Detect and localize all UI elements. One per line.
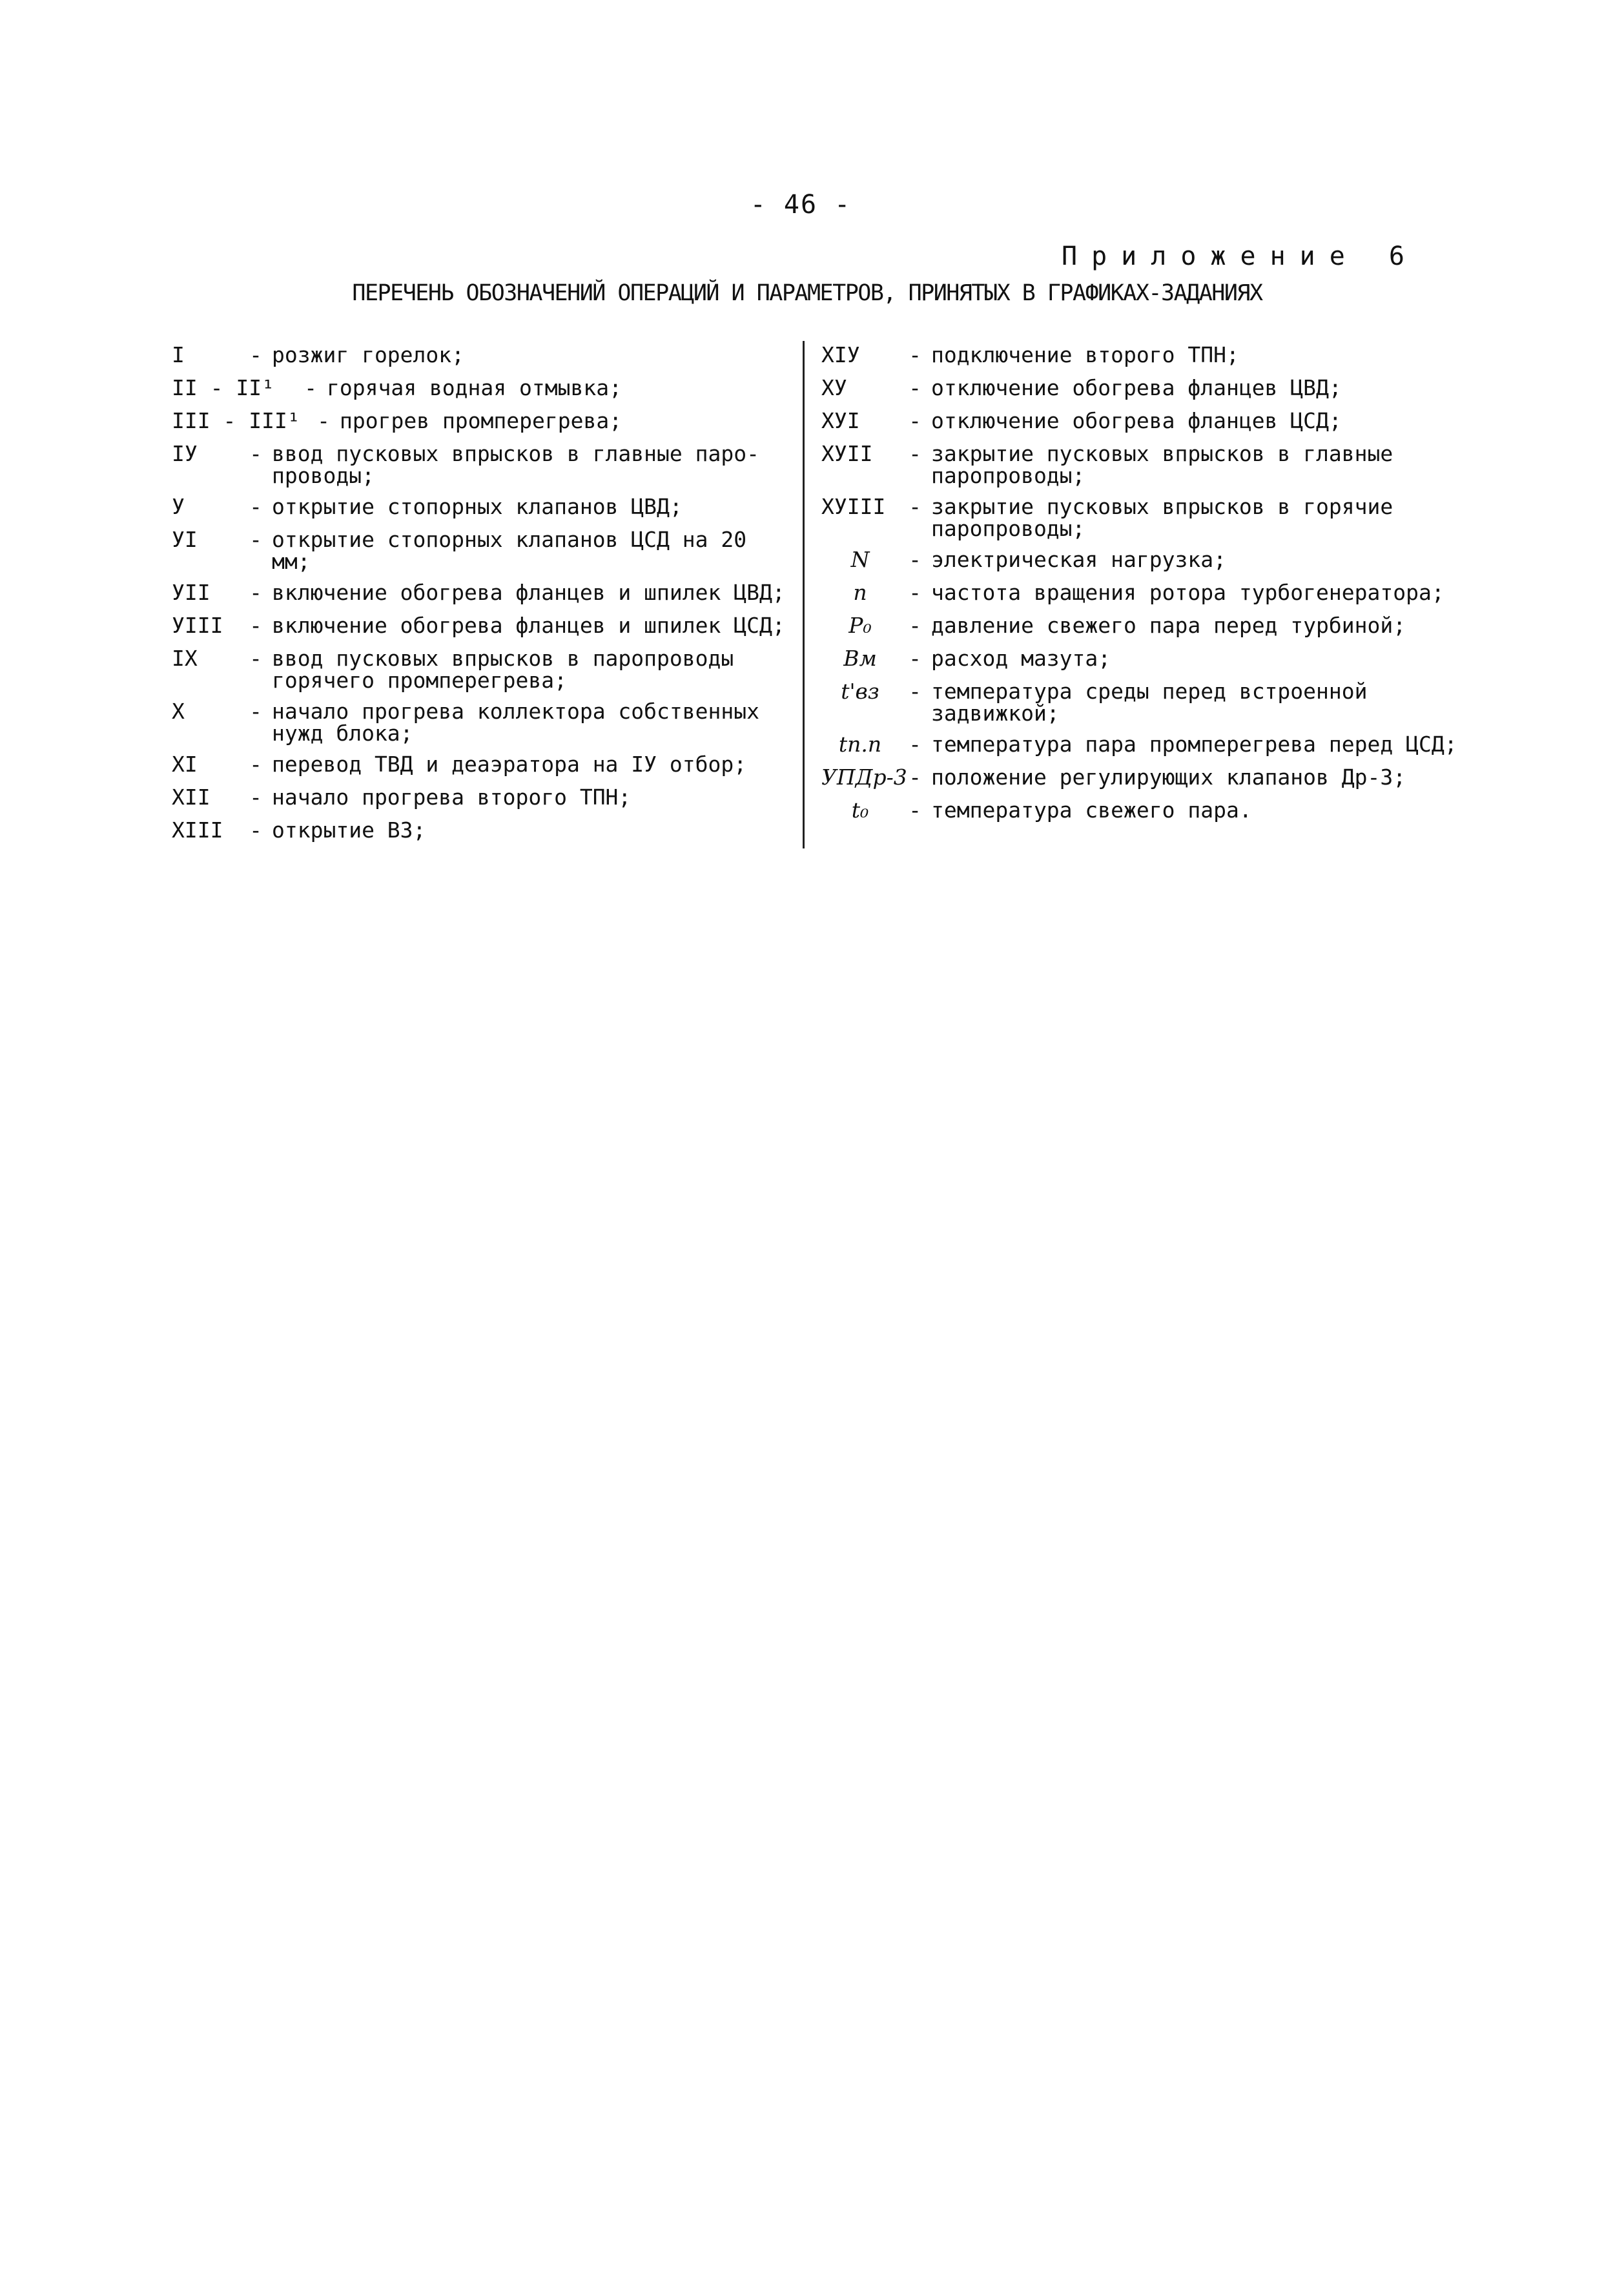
dash: - (249, 646, 262, 671)
parameter-symbol: P₀ (848, 613, 872, 638)
list-item (821, 408, 1474, 434)
parameter-description: температура среды перед встроенной задвижкой; (931, 679, 1368, 726)
page-number: - 46 - (750, 190, 852, 220)
page-title: ПЕРЕЧЕНЬ ОБОЗНАЧЕНИЙ ОПЕРАЦИЙ И ПАРАМЕТРОВ, ПРИНЯТЫХ В ГРАФИКАХ-ЗАДАНИЯХ (352, 280, 1262, 306)
parameter-symbol: Bм (843, 646, 877, 671)
operation-code: IX (172, 646, 198, 671)
list-item (821, 732, 1474, 757)
dash: - (249, 342, 262, 367)
list-item (821, 375, 1474, 401)
parameter-symbol: tп.п (838, 732, 882, 757)
dash: - (909, 547, 921, 572)
dash: - (909, 797, 921, 823)
operation-code: XI (172, 752, 198, 777)
list-item (172, 408, 792, 434)
operation-code: XIII (172, 817, 223, 843)
dash: - (909, 408, 921, 433)
list-item (172, 375, 792, 401)
operation-description: прогрев промперегрева; (340, 408, 622, 433)
dash: - (909, 441, 921, 466)
operation-code: XУ (821, 375, 847, 400)
list-item (821, 494, 1474, 540)
parameter-symbol: N (850, 547, 870, 572)
operation-code: XУII (821, 441, 873, 466)
operation-description: открытие стопорных клапанов ЦСД на 20 мм; (272, 527, 747, 574)
parameter-symbol: t'вз (841, 679, 879, 704)
list-item (821, 580, 1474, 606)
operation-code: III - III¹ (172, 408, 300, 433)
dash: - (909, 613, 921, 638)
list-item (172, 494, 792, 520)
dash: - (249, 752, 262, 777)
operation-description: включение обогрева фланцев и шпилек ЦСД; (272, 613, 785, 638)
parameter-symbol: t₀ (851, 797, 869, 823)
parameter-symbol: n (853, 580, 867, 605)
operation-description: ввод пусковых впрысков в главные паро-проводы; (272, 441, 759, 488)
operation-code: I (172, 342, 185, 367)
list-item (172, 441, 792, 487)
operation-description: открытие стопорных клапанов ЦВД; (272, 494, 683, 519)
operation-description: включение обогрева фланцев и шпилек ЦВД; (272, 580, 785, 605)
operation-description: начало прогрева коллектора собственных нужд блока; (272, 699, 759, 746)
operation-description: закрытие пусковых впрысков в главные паропроводы; (931, 441, 1393, 488)
operation-code: УI (172, 527, 198, 552)
left-column (172, 342, 792, 850)
operation-code: УII (172, 580, 211, 605)
dash: - (249, 817, 262, 843)
operation-code: XУIII (821, 494, 886, 519)
list-item (821, 646, 1474, 672)
list-item (821, 613, 1474, 639)
list-item (821, 441, 1474, 487)
dash: - (909, 580, 921, 605)
parameter-description: положение регулирующих клапанов Др-3; (931, 765, 1406, 790)
operation-description: перевод ТВД и деаэратора на IУ отбор; (272, 752, 747, 777)
operation-description: подключение второго ТПН; (931, 342, 1239, 367)
list-item (172, 613, 792, 639)
parameter-description: электрическая нагрузка; (931, 547, 1226, 572)
list-item (821, 342, 1474, 368)
list-item (172, 646, 792, 692)
operation-description: начало прогрева второго ТПН; (272, 785, 632, 810)
dash: - (909, 765, 921, 790)
list-item (172, 752, 792, 777)
list-item (172, 342, 792, 368)
operation-code: XII (172, 785, 211, 810)
parameter-description: давление свежего пара перед турбиной; (931, 613, 1406, 638)
operation-description: открытие ВЗ; (272, 817, 426, 843)
dash: - (249, 699, 262, 724)
list-item (821, 765, 1474, 790)
dash: - (909, 494, 921, 519)
dash: - (249, 613, 262, 638)
parameter-description: расход мазута; (931, 646, 1111, 671)
dash: - (317, 408, 330, 433)
list-item (821, 547, 1474, 573)
dash: - (909, 375, 921, 400)
operation-code: IУ (172, 441, 198, 466)
operation-description: розжиг горелок; (272, 342, 465, 367)
operation-code: XУI (821, 408, 860, 433)
list-item (172, 785, 792, 810)
dash: - (249, 785, 262, 810)
dash: - (909, 732, 921, 757)
operation-description: закрытие пусковых впрысков в горячие паропроводы; (931, 494, 1393, 541)
dash: - (909, 679, 921, 704)
column-divider (803, 341, 805, 848)
dash: - (304, 375, 317, 400)
operation-code: У (172, 494, 185, 519)
list-item (172, 527, 792, 573)
list-item (821, 679, 1474, 724)
operation-description: отключение обогрева фланцев ЦСД; (931, 408, 1342, 433)
operation-code: XIУ (821, 342, 860, 367)
parameter-description: температура свежего пара. (931, 797, 1252, 823)
operation-description: ввод пусковых впрысков в паропроводы горячего промперегрева; (272, 646, 734, 693)
operation-description: горячая водная отмывка; (327, 375, 622, 400)
dash: - (249, 527, 262, 552)
operation-code: X (172, 699, 185, 724)
appendix-label: Приложение 6 (1062, 241, 1419, 271)
list-item (172, 817, 792, 843)
dash: - (249, 580, 262, 605)
operation-code: II - II¹ (172, 375, 274, 400)
parameter-description: температура пара промперегрева перед ЦСД; (931, 732, 1457, 757)
list-item (821, 797, 1474, 823)
parameter-symbol: УПДр-3 (821, 765, 907, 790)
operation-code: УIII (172, 613, 223, 638)
parameter-description: частота вращения ротора турбогенератора; (931, 580, 1444, 605)
operation-description: отключение обогрева фланцев ЦВД; (931, 375, 1342, 400)
dash: - (909, 342, 921, 367)
dash: - (249, 441, 262, 466)
list-item (172, 580, 792, 606)
dash: - (249, 494, 262, 519)
list-item (172, 699, 792, 745)
dash: - (909, 646, 921, 671)
right-column (821, 342, 1474, 830)
